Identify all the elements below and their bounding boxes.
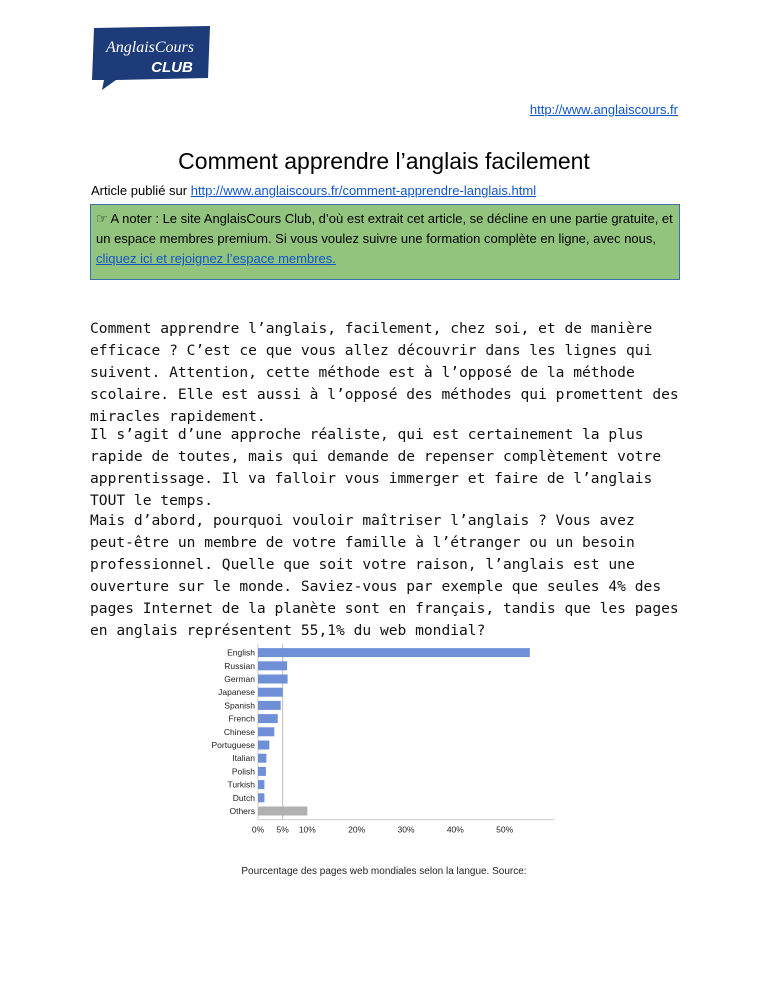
category-label: Chinese xyxy=(223,726,255,737)
x-tick-label: 0% xyxy=(251,824,265,835)
bar-turkish xyxy=(258,780,264,789)
article-source-link[interactable]: http://www.anglaiscours.fr/comment-apprendre-langlais.html xyxy=(190,183,537,198)
category-label: Japanese xyxy=(218,687,255,698)
category-label: Dutch xyxy=(232,792,255,803)
x-tick-label: 5% xyxy=(276,824,289,835)
category-label: Others xyxy=(229,806,255,816)
join-members-link[interactable]: cliquez ici et rejoignez l’espace membres. xyxy=(96,251,336,266)
category-label: Polish xyxy=(231,766,255,777)
category-label: Portuguese xyxy=(211,740,255,750)
page-title: Comment apprendre l’anglais facilement xyxy=(178,148,590,174)
x-tick-label: 40% xyxy=(446,824,464,835)
category-label: German xyxy=(224,674,255,684)
bar-japanese xyxy=(258,688,283,697)
bar-german xyxy=(258,675,288,684)
site-url-link[interactable]: http://www.anglaiscours.fr xyxy=(529,102,678,117)
x-tick-label: 50% xyxy=(496,824,514,835)
members-notice-box xyxy=(90,204,680,280)
bar-others xyxy=(258,807,307,816)
category-label: Spanish xyxy=(224,700,255,711)
category-label: Turkish xyxy=(227,779,255,790)
bar-english xyxy=(258,648,530,657)
category-label: French xyxy=(228,713,255,724)
bar-dutch xyxy=(258,793,264,802)
bar-portuguese xyxy=(258,741,269,750)
bar-italian xyxy=(258,754,266,763)
x-tick-label: 30% xyxy=(397,824,415,835)
bar-polish xyxy=(258,767,266,776)
notice-text: ☞ A noter : Le site AnglaisCours Club, d’où est extrait cet article, se décline en une partie gratuite, et un espace membres premium. Si vous voulez suivre une formation complète en ligne, avec nous, xyxy=(96,211,673,246)
category-label: Italian xyxy=(232,753,255,764)
anglaiscours-club-logo xyxy=(88,24,214,90)
paragraph-approach: Il s’agit d’une approche réaliste, qui est certainement la plus rapide de toutes, mais qui demande de repenser complètement votre apprentissage. Il va falloir vous immerger et faire de l’anglais TOUT le temps. xyxy=(90,426,662,509)
category-label: Russian xyxy=(224,660,255,671)
bar-russian xyxy=(258,661,287,670)
paragraph-intro: Comment apprendre l’anglais, facilement, chez soi, et de manière efficace ? C’est ce que vous allez découvrir dans les lignes qui suivent. Attention, cette méthode est à l’opposé de la méthode scolaire. Elle est aussi à l’opposé des méthodes qui promettent des miracles rapidement. xyxy=(90,320,679,425)
x-tick-label: 20% xyxy=(348,824,366,835)
logo-line2: CLUB xyxy=(151,59,193,76)
language-share-chart xyxy=(200,640,560,840)
article-source-line xyxy=(91,183,536,198)
article-source-prefix: Article publié sur xyxy=(91,183,191,198)
bar-chinese xyxy=(258,727,274,736)
bar-french xyxy=(258,714,278,723)
x-tick-label: 10% xyxy=(298,824,316,835)
chart-caption: Pourcentage des pages web mondiales selon la langue. Source: xyxy=(241,866,527,877)
paragraph-why: Mais d’abord, pourquoi vouloir maîtriser l’anglais ? Vous avez peut-être un membre de votre famille à l’étranger ou un besoin professionnel. Quelle que soit votre raison, l’anglais est une ouverture sur le monde. Saviez-vous par exemple que seules 4% des pages Internet de la planète sont en français, tandis que les pages en anglais représentent 55,1% du web mondial? xyxy=(90,512,679,639)
category-label: English xyxy=(227,647,255,658)
logo-line1: AnglaisCours xyxy=(105,39,195,56)
bar-spanish xyxy=(258,701,281,710)
